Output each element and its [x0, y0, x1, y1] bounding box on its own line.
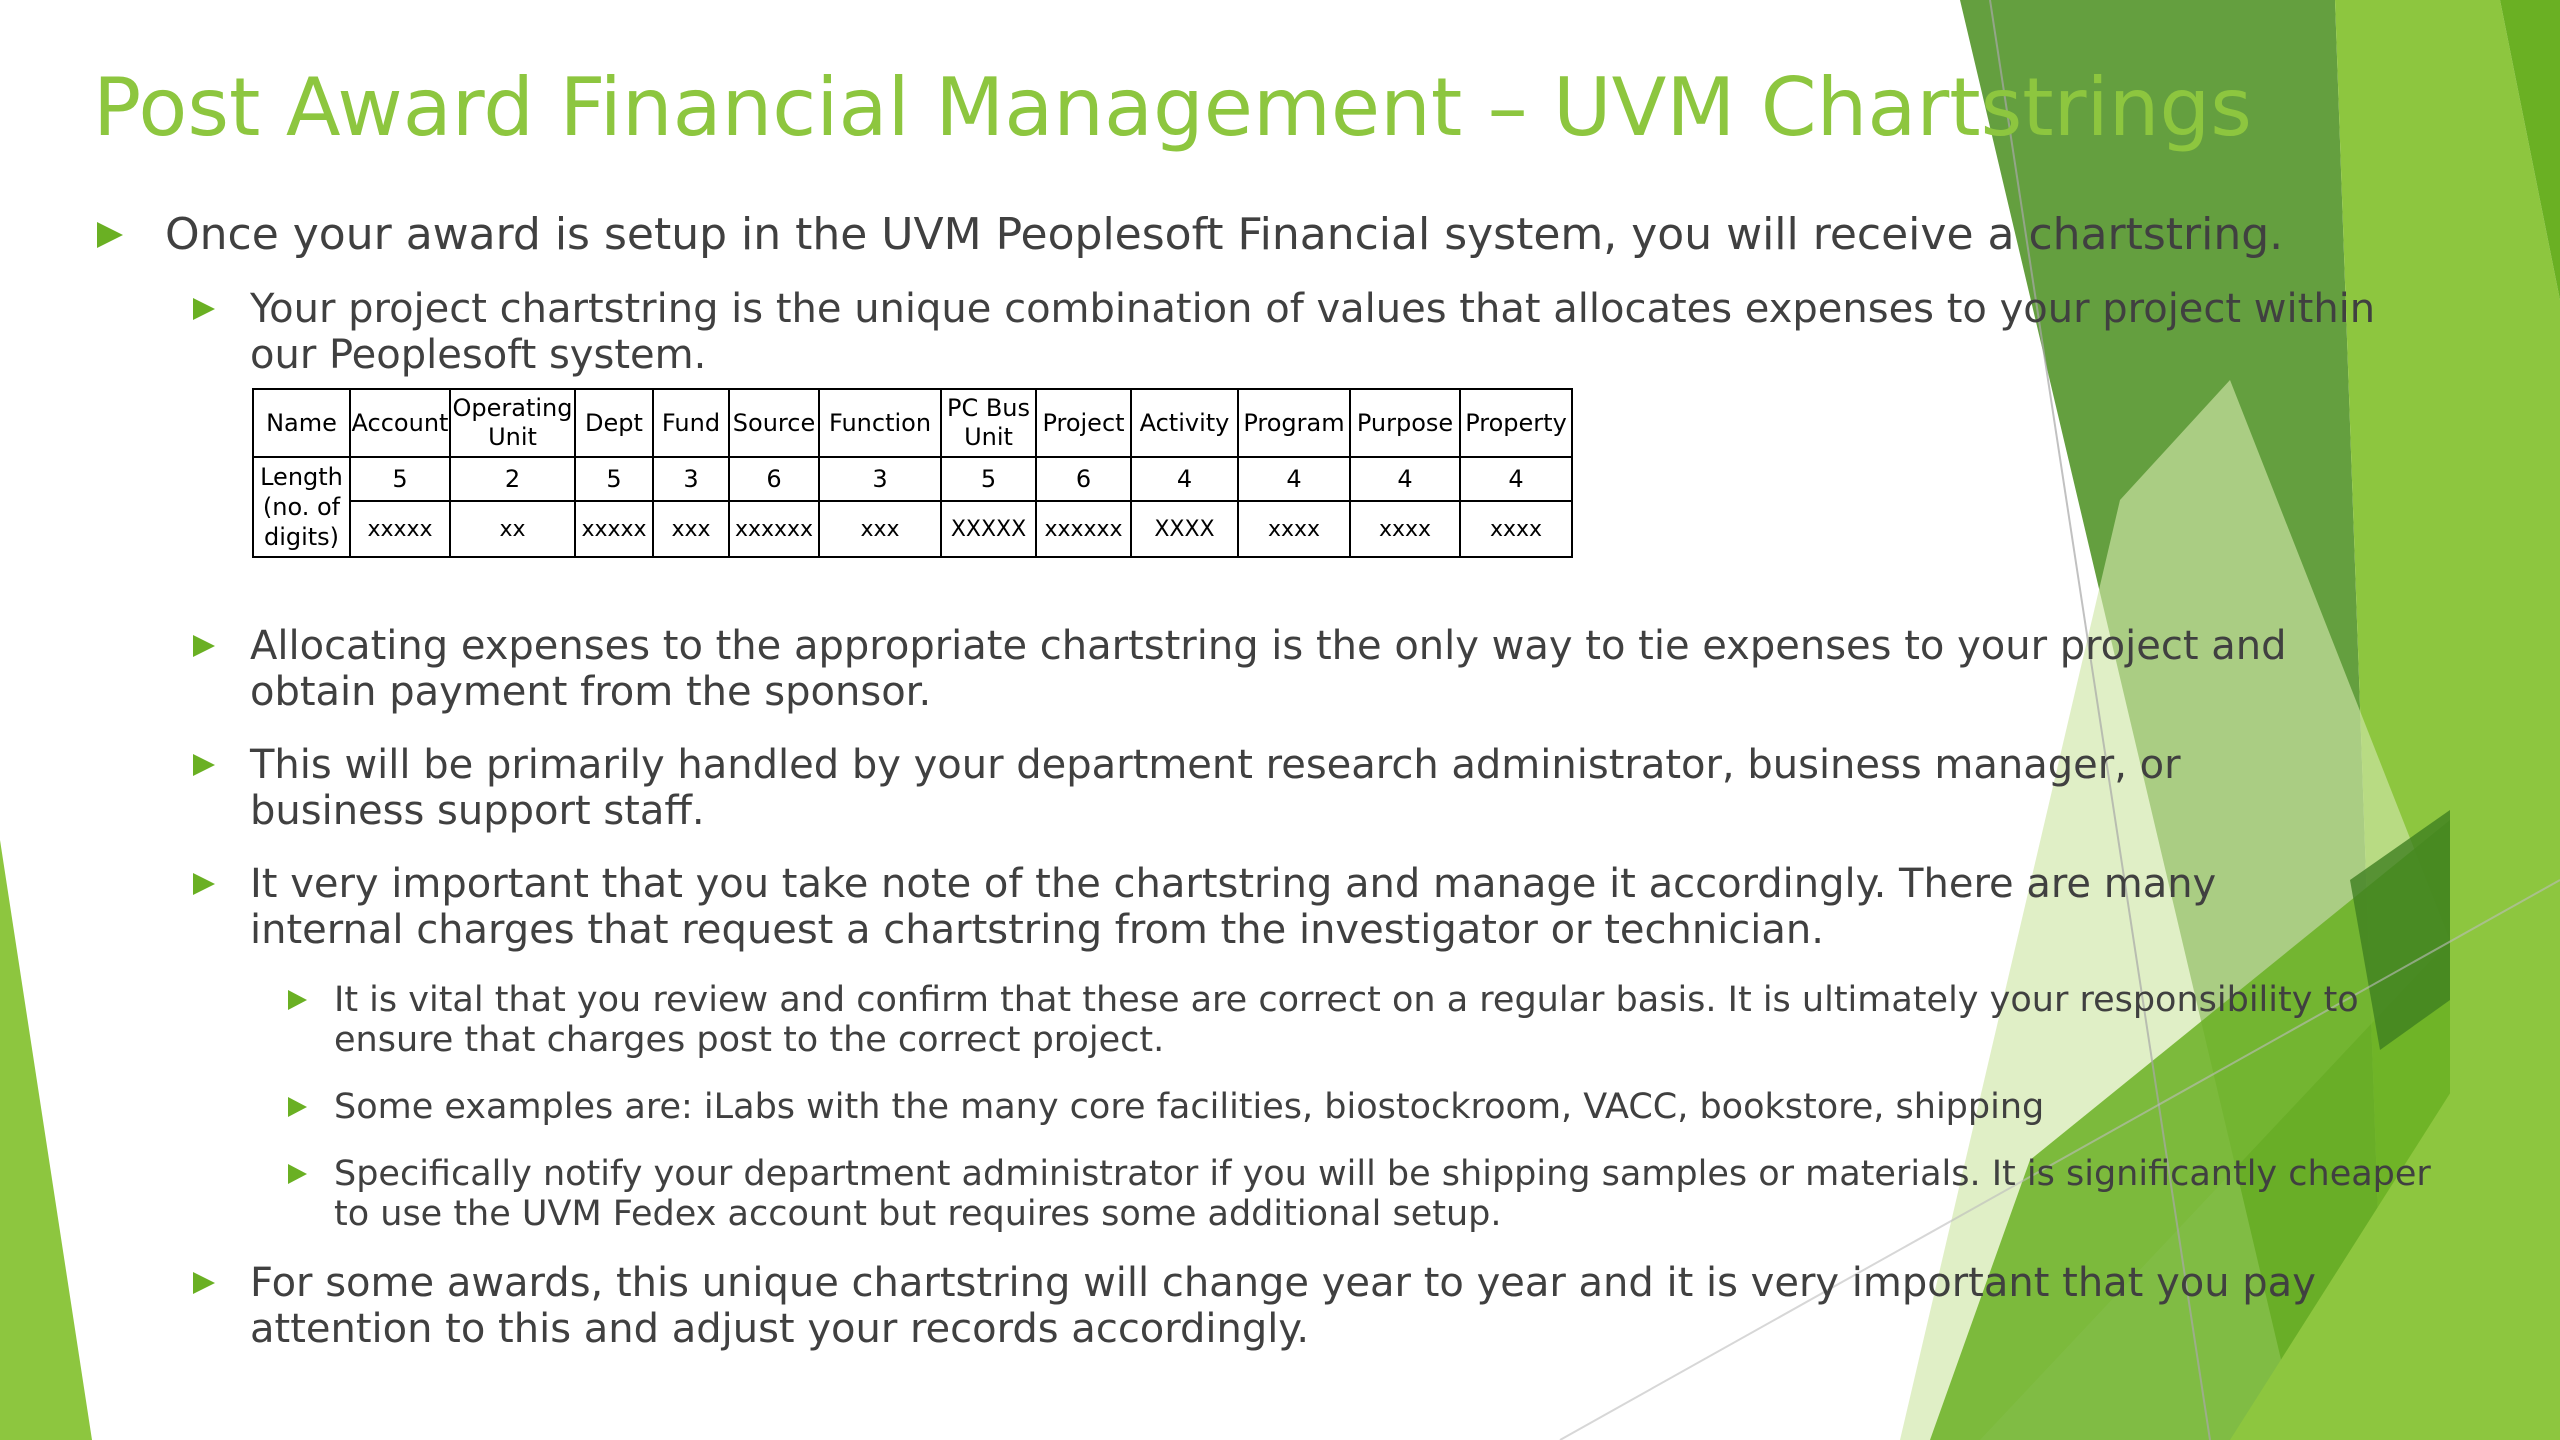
- bullet-arrow-icon: [193, 1272, 215, 1294]
- digits-cell: xxxx: [1350, 501, 1460, 557]
- bullet-text: Your project chartstring is the unique combination of values that allocates expenses to your project within our Peoplesoft system.: [250, 286, 2376, 378]
- bullet-arrow-icon: [193, 298, 215, 320]
- length-cell: 5: [941, 457, 1036, 501]
- bullet-text: Once your award is setup in the UVM Peoplesoft Financial system, you will receive a chartstring.: [165, 209, 2284, 260]
- length-cell: 6: [729, 457, 819, 501]
- length-cell: 3: [653, 457, 729, 501]
- table-row-length: [253, 457, 1572, 501]
- length-cell: 6: [1036, 457, 1131, 501]
- length-cell: 4: [1131, 457, 1238, 501]
- digits-cell: xx: [450, 501, 575, 557]
- header-cell: Project: [1036, 389, 1131, 457]
- digits-cell: xxxx: [1460, 501, 1572, 557]
- bullet-text: Some examples are: iLabs with the many core facilities, biostockroom, VACC, bookstore, shipping: [334, 1087, 2045, 1127]
- bullet-arrow-icon: [97, 222, 123, 248]
- bullet-text: This will be primarily handled by your department research administrator, business manager, or business support staff.: [250, 742, 2181, 834]
- bullet-text: For some awards, this unique chartstring will change year to year and it is very important that you pay attention to this and adjust your records accordingly.: [250, 1260, 2316, 1352]
- table-row-digits: [253, 501, 1572, 557]
- slide-title: Post Award Financial Management – UVM Chartstrings: [93, 61, 2252, 154]
- row-label-cell: Length (no. of digits): [253, 457, 350, 557]
- length-cell: 5: [575, 457, 653, 501]
- header-cell: Fund: [653, 389, 729, 457]
- bullet-arrow-icon: [193, 754, 215, 776]
- bullet-text: Allocating expenses to the appropriate chartstring is the only way to tie expenses to your project and obtain payment from the sponsor.: [250, 623, 2287, 715]
- header-cell-name: Name: [253, 389, 350, 457]
- digits-cell: XXXX: [1131, 501, 1238, 557]
- header-cell: Function: [819, 389, 941, 457]
- chartstring-table: [252, 388, 1573, 558]
- length-cell: 4: [1350, 457, 1460, 501]
- header-cell: Activity: [1131, 389, 1238, 457]
- header-cell: Program: [1238, 389, 1350, 457]
- bullet-arrow-icon: [288, 990, 307, 1010]
- bullet-arrow-icon: [193, 635, 215, 657]
- digits-cell: xxxxx: [575, 501, 653, 557]
- digits-cell: xxx: [819, 501, 941, 557]
- header-cell: Account: [350, 389, 450, 457]
- bullet-text: It is vital that you review and confirm that these are correct on a regular basis. It is ultimately your responsibility to ensure that charges post to the correct project.: [334, 980, 2359, 1060]
- length-cell: 3: [819, 457, 941, 501]
- left-green-sliver: [0, 840, 92, 1440]
- digits-cell: xxxxxx: [1036, 501, 1131, 557]
- digits-cell: xxxxx: [350, 501, 450, 557]
- bullet-arrow-icon: [288, 1164, 307, 1184]
- length-cell: 5: [350, 457, 450, 501]
- length-cell: 4: [1460, 457, 1572, 501]
- bullet-arrow-icon: [193, 873, 215, 895]
- digits-cell: xxxx: [1238, 501, 1350, 557]
- table-header-row: [253, 389, 1572, 457]
- header-cell: Purpose: [1350, 389, 1460, 457]
- bullet-arrow-icon: [288, 1097, 307, 1117]
- header-cell: Source: [729, 389, 819, 457]
- length-cell: 2: [450, 457, 575, 501]
- digits-cell: xxxxxx: [729, 501, 819, 557]
- digits-cell: XXXXX: [941, 501, 1036, 557]
- digits-cell: xxx: [653, 501, 729, 557]
- bullet-text: It very important that you take note of the chartstring and manage it accordingly. There are many internal charges that request a chartstring from the investigator or technician.: [250, 861, 2217, 953]
- header-cell: Property: [1460, 389, 1572, 457]
- length-cell: 4: [1238, 457, 1350, 501]
- header-cell: Operating Unit: [450, 389, 575, 457]
- header-cell: Dept: [575, 389, 653, 457]
- header-cell: PC Bus Unit: [941, 389, 1036, 457]
- bullet-text: Specifically notify your department administrator if you will be shipping samples or materials. It is significantly cheaper to use the UVM Fedex account but requires some additional setup.: [334, 1154, 2431, 1234]
